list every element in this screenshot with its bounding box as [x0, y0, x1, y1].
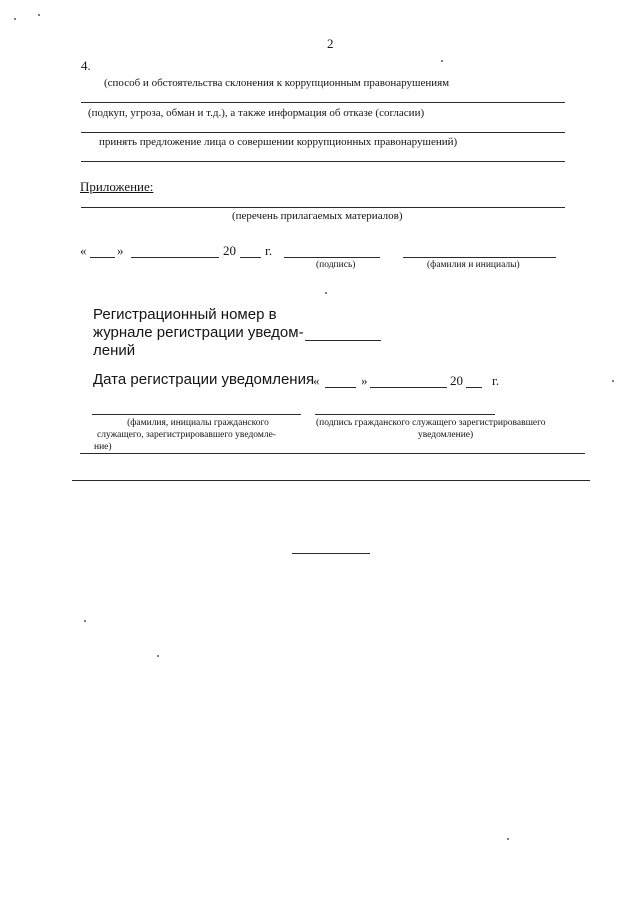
fill-line [81, 132, 565, 133]
attachment-heading: Приложение: [80, 179, 154, 194]
year-blank [240, 257, 261, 258]
registrar-name-blank [92, 414, 301, 415]
registration-number-label-line2: журнале регистрации уведом- [93, 324, 304, 341]
scan-speck [325, 292, 327, 294]
name-caption: (фамилия и инициалы) [427, 260, 520, 270]
fill-line [81, 207, 565, 208]
scan-speck [507, 838, 509, 840]
scan-speck [84, 620, 86, 622]
section-number: 4. [81, 58, 91, 73]
registrar-signature-blank [315, 414, 495, 415]
separator-line [80, 453, 585, 454]
signature-caption: (подпись) [316, 260, 356, 270]
attachment-caption: (перечень прилагаемых материалов) [232, 210, 403, 222]
registration-date-label: Дата регистрации уведомления [93, 371, 315, 388]
separator-line [72, 480, 590, 481]
reg-day-blank [325, 387, 356, 388]
fill-line [81, 161, 565, 162]
registration-number-label-line1: Регистрационный номер в [93, 306, 277, 323]
scan-speck [441, 60, 443, 62]
reg-quote-close: » [361, 373, 368, 388]
closing-rule [292, 553, 370, 554]
date-quote-close: » [117, 243, 124, 258]
scan-speck [157, 655, 159, 657]
registrar-signature-caption-line1: (подпись гражданского служащего зарегистрировавшего [316, 418, 546, 428]
fill-line [81, 102, 565, 103]
section4-caption-line1: (способ и обстоятельства склонения к коррупционным правонарушениям [104, 77, 450, 89]
registrar-name-caption-line2: служащего, зарегистрировавшего уведомле- [97, 430, 276, 440]
reg-year-suffix: г. [492, 373, 500, 388]
registrar-name-caption-line1: (фамилия, инициалы гражданского [127, 418, 269, 428]
year-suffix: г. [265, 243, 273, 258]
registrar-signature-caption-line2: уведомление) [418, 430, 474, 440]
registrar-name-caption-line3: ние) [94, 442, 112, 452]
date-quote-open: « [80, 243, 87, 258]
registration-number-blank [305, 340, 381, 341]
page-number: 2 [327, 36, 334, 51]
reg-month-blank [370, 387, 447, 388]
registration-number-label-line3: лений [93, 342, 136, 359]
scan-speck [14, 18, 16, 20]
month-blank [131, 257, 219, 258]
reg-year-blank [466, 387, 482, 388]
scan-speck [38, 14, 40, 16]
scan-speck [612, 380, 614, 382]
section4-caption-line2: (подкуп, угроза, обман и т.д.), а также информация об отказе (согласии) [88, 107, 425, 119]
section4-caption-line3: принять предложение лица о совершении коррупционных правонарушений) [99, 136, 458, 148]
signature-blank [284, 257, 380, 258]
reg-year-prefix: 20 [450, 373, 463, 388]
name-blank [403, 257, 556, 258]
day-blank [90, 257, 115, 258]
year-prefix: 20 [223, 243, 236, 258]
reg-quote-open: « [313, 373, 320, 388]
